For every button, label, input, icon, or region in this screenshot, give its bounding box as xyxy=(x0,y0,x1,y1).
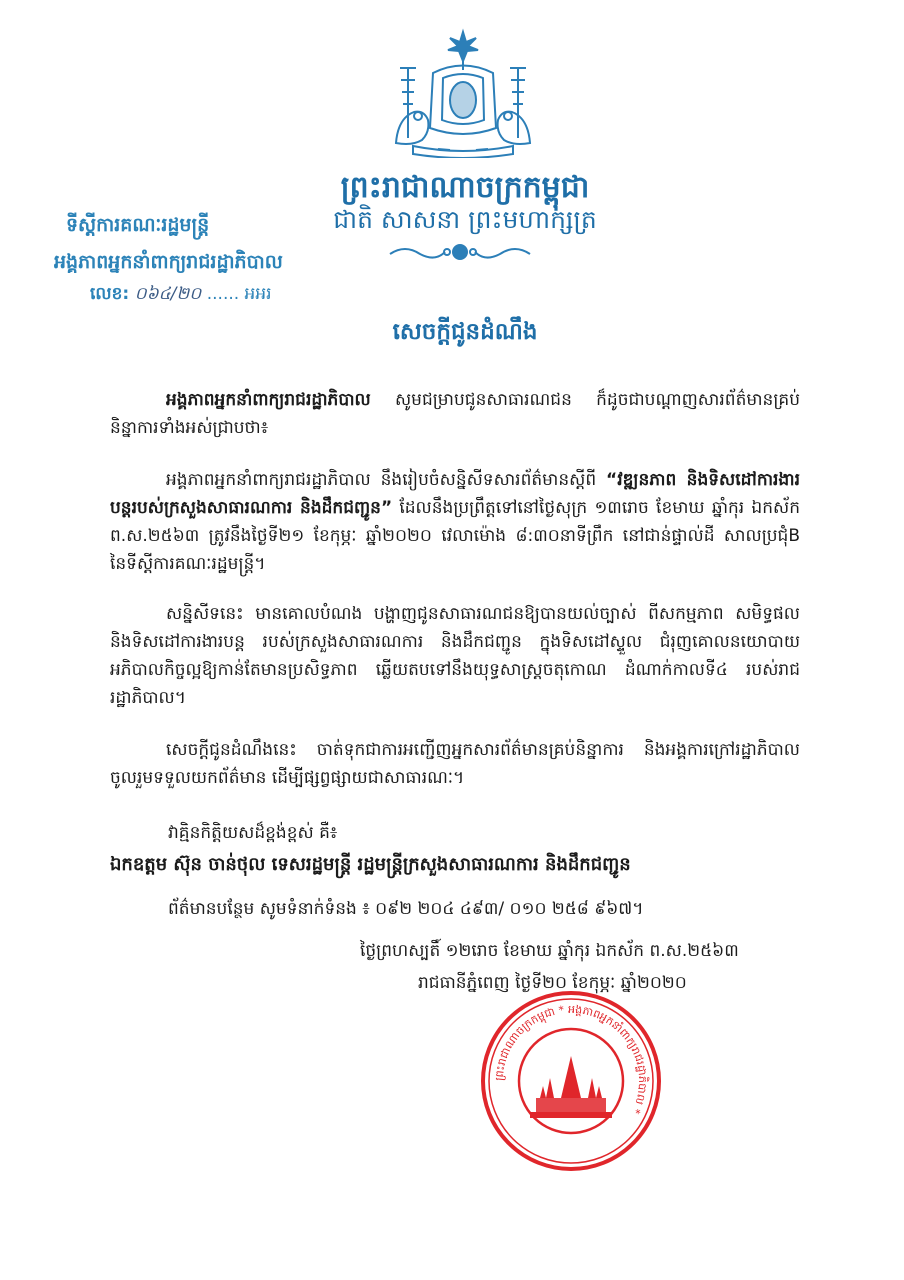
official-intro: វាគ្មិនកិត្តិយសដ៏ខ្ពង់ខ្ពស់ គឺ៖ xyxy=(168,823,338,843)
reference-label: លេខ: xyxy=(90,284,130,304)
royal-coat-of-arms-emblem xyxy=(388,28,538,158)
paragraph-2 xyxy=(110,466,800,578)
p3-text: សន្និសីទនេះ មានគោលបំណង បង្ហាញជូនសាធារណជនឱ្យបានយល់ច្បាស់ ពីសកម្មភាព សមិទ្ធផល និងទិសដៅការងារបន្ត របស់ក្រសួងសាធារណការ និងដឹកជញ្ជូន ក្នុងទិសដៅស្ទួល ជំរុញគោលនយោបាយអភិបាលកិច្ចល្អឱ្យកាន់តែមានប្រសិទ្ធភាព ឆ្លើយតបទៅនឹងយុទ្ធសាស្ត្រចតុកោណ ដំណាក់កាលទី៤ របស់រាជរដ្ឋាភិបាល។ xyxy=(110,604,800,708)
ornament-divider-icon xyxy=(385,240,535,264)
reference-value: ០៦៤/២០ xyxy=(134,284,202,304)
paragraph-1 xyxy=(110,386,800,442)
date-lunar: ថ្ងៃព្រហស្បតិ៍ ១២រោច ខែមាឃ ឆ្នាំកុរ ឯកស័ក ព.ស.២៥៦៣ xyxy=(360,941,739,961)
kingdom-title: ព្រះរាជាណាចក្រកម្ពុជា xyxy=(340,170,590,205)
reference-suffix: ...... អអរ xyxy=(206,284,272,304)
contact-info: ព័ត៌មានបន្ថែម សូមទំនាក់ទំនង ៖ ០៩២ ២០៤ ៤៩៣/ ០១០ ២៥៨ ៩៦៧។ xyxy=(168,899,644,919)
seal-ring-text: ព្រះរាជាណាចក្រកម្ពុជា * អង្គភាពអ្នកនាំពាក្យរាជរដ្ឋាភិបាល * xyxy=(492,1002,650,1116)
paragraph-4 xyxy=(110,736,800,792)
national-motto: ជាតិ សាសនា ព្រះមហាក្សត្រ xyxy=(333,205,597,234)
sender-ministry: ទីស្តីការគណៈរដ្ឋមន្ត្រី xyxy=(66,214,210,236)
p4-text: សេចក្តីជូនដំណឹងនេះ ចាត់ទុកជាការអញ្ជើញអ្នកសារព័ត៌មានគ្រប់និន្នាការ និងអង្គការក្រៅរដ្ឋាភិបាល ចូលរួមទទួលយកព័ត៌មាន ដើម្បីផ្សព្វផ្សាយជាសាធារណៈ។ xyxy=(110,740,800,788)
paragraph-3 xyxy=(110,600,800,712)
p2-start: អង្គភាពអ្នកនាំពាក្យរាជរដ្ឋាភិបាល នឹងរៀបចំសន្និសីទសារព័ត៌មានស្តីពី xyxy=(166,470,607,490)
official-name: ឯកឧត្តម ស៊ុន ចាន់ថុល ទេសរដ្ឋមន្ត្រី រដ្ឋមន្ត្រីក្រសួងសាធារណការ និងដឹកជញ្ជូន xyxy=(110,854,631,875)
p2-title: “វឌ្ឍនភាព និងទិសដៅការងារបន្តរបស់ក្រសួងសាធារណការ និងដឹកជញ្ជូន” xyxy=(110,470,800,518)
sender-unit: អង្គភាពអ្នកនាំពាក្យរាជរដ្ឋាភិបាល xyxy=(54,251,283,273)
p1-rest: សូមជម្រាបជូនសាធារណជន ក៏ដូចជាបណ្តាញសារព័ត៌មានគ្រប់និន្នាការទាំងអស់ជ្រាបថា៖ xyxy=(110,390,800,438)
reference-number xyxy=(90,283,320,308)
p1-lead: អង្គភាពអ្នកនាំពាក្យរាជរដ្ឋាភិបាល xyxy=(166,390,371,410)
date-place: រាជធានីភ្នំពេញ ថ្ងៃទី២០ ខែកុម្ភៈ ឆ្នាំ២០២០ xyxy=(418,973,687,993)
p2-end: ដែលនឹងប្រព្រឹត្តទៅនៅថ្ងៃសុក្រ ១៣រោច ខែមាឃ ឆ្នាំកុរ ឯកស័ក ព.ស.២៥៦៣ ត្រូវនឹងថ្ងៃទី២១ ខែកុម្ភៈ ឆ្នាំ២០២០ វេលាម៉ោង ៨:៣០នាទីព្រឹក នៅជាន់ផ្ទាល់ដី សាលប្រជុំB នៃទីស្តីការគណៈរដ្ឋមន្ត្រី។ xyxy=(110,498,800,574)
official-red-seal-stamp xyxy=(478,988,664,1174)
document-heading: សេចក្តីជូនដំណឹង xyxy=(392,319,538,345)
